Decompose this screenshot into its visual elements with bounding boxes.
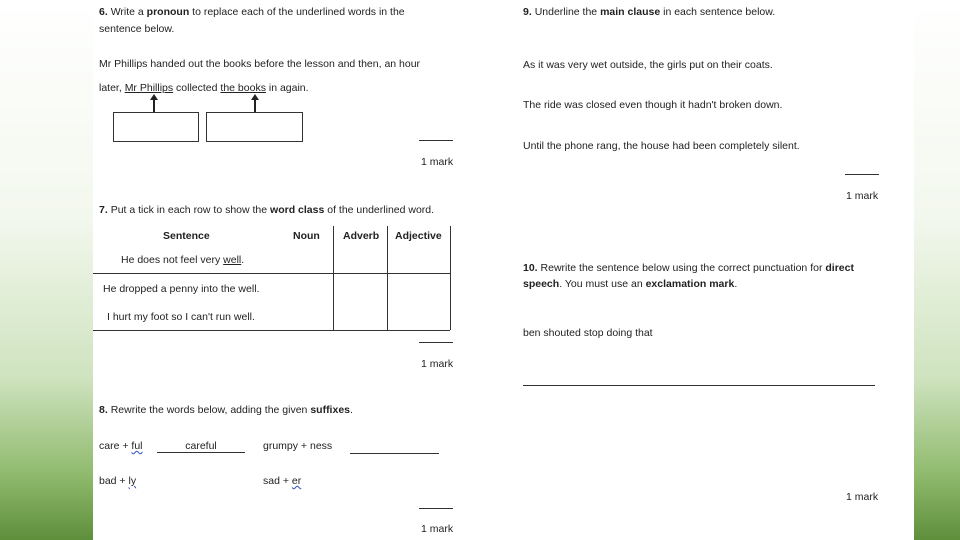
- q8-answer-careful[interactable]: careful: [157, 440, 245, 453]
- q8-word-grumpy: grumpy + ness: [263, 440, 333, 452]
- table-header-adverb: Adverb: [343, 230, 380, 242]
- q7-instruction: 7. Put a tick in each row to show the word class of the underlined word.: [99, 204, 435, 216]
- q7-mark-label: 1 mark: [421, 358, 454, 370]
- q10-mark-label: 1 mark: [846, 491, 879, 503]
- table-row-3-sentence: I hurt my foot so I can't run well.: [107, 311, 255, 323]
- q9-sentence-2: The ride was closed even though it hadn't broken down.: [523, 99, 783, 111]
- table-divider: [93, 273, 450, 274]
- q8-instruction: 8. Rewrite the words below, adding the given suffixes.: [99, 404, 353, 416]
- q8-word-bad: bad + ly: [99, 475, 137, 487]
- q9-instruction: 9. Underline the main clause in each sentence below.: [523, 6, 776, 18]
- q10-instruction-line2: speech. You must use an exclamation mark.: [523, 278, 738, 290]
- q10-sentence: ben shouted stop doing that: [523, 327, 653, 339]
- q6-mark-label: 1 mark: [421, 156, 454, 168]
- q9-mark-label: 1 mark: [846, 190, 879, 202]
- q6-sentence-line2: later, Mr Phillips collected the books in again.: [99, 82, 309, 94]
- q9-mark-line: [845, 174, 879, 175]
- table-header-adjective: Adjective: [395, 230, 442, 242]
- q6-mark-line: [419, 140, 453, 141]
- underlined-mr-phillips: Mr Phillips: [124, 82, 174, 94]
- underlined-the-books: the books: [220, 82, 266, 94]
- q6-instruction-line1: 6. Write a pronoun to replace each of the underlined words in the: [99, 6, 405, 18]
- q10-instruction-line1: 10. Rewrite the sentence below using the correct punctuation for direct: [523, 262, 854, 274]
- q9-sentence-1: As it was very wet outside, the girls put on their coats.: [523, 59, 773, 71]
- worksheet-page: [93, 6, 914, 540]
- q9-sentence-3: Until the phone rang, the house had been completely silent.: [523, 140, 800, 152]
- table-header-noun: Noun: [293, 230, 320, 242]
- arrow-shaft: [153, 99, 155, 112]
- arrow-shaft: [254, 99, 256, 112]
- table-row-1-sentence: He does not feel very well.: [121, 254, 245, 266]
- pronoun-answer-box-2[interactable]: [206, 112, 303, 142]
- q10-answer-line[interactable]: [523, 385, 875, 386]
- pronoun-answer-box-1[interactable]: [113, 112, 199, 142]
- q7-mark-line: [419, 342, 453, 343]
- q8-mark-label: 1 mark: [421, 523, 454, 535]
- table-divider: [450, 226, 451, 330]
- table-divider: [387, 226, 388, 330]
- table-row-2-sentence: He dropped a penny into the well.: [103, 283, 260, 295]
- q8-word-sad: sad + er: [263, 475, 302, 487]
- q8-mark-line: [419, 508, 453, 509]
- table-divider: [333, 226, 334, 330]
- q8-word-care: care + ful: [99, 440, 143, 452]
- table-divider: [93, 330, 450, 331]
- q6-instruction-line2: sentence below.: [99, 23, 175, 35]
- table-header-sentence: Sentence: [163, 230, 210, 242]
- q6-sentence-line1: Mr Phillips handed out the books before the lesson and then, an hour: [99, 58, 421, 70]
- q8-answer-line-grumpiness[interactable]: [350, 453, 439, 454]
